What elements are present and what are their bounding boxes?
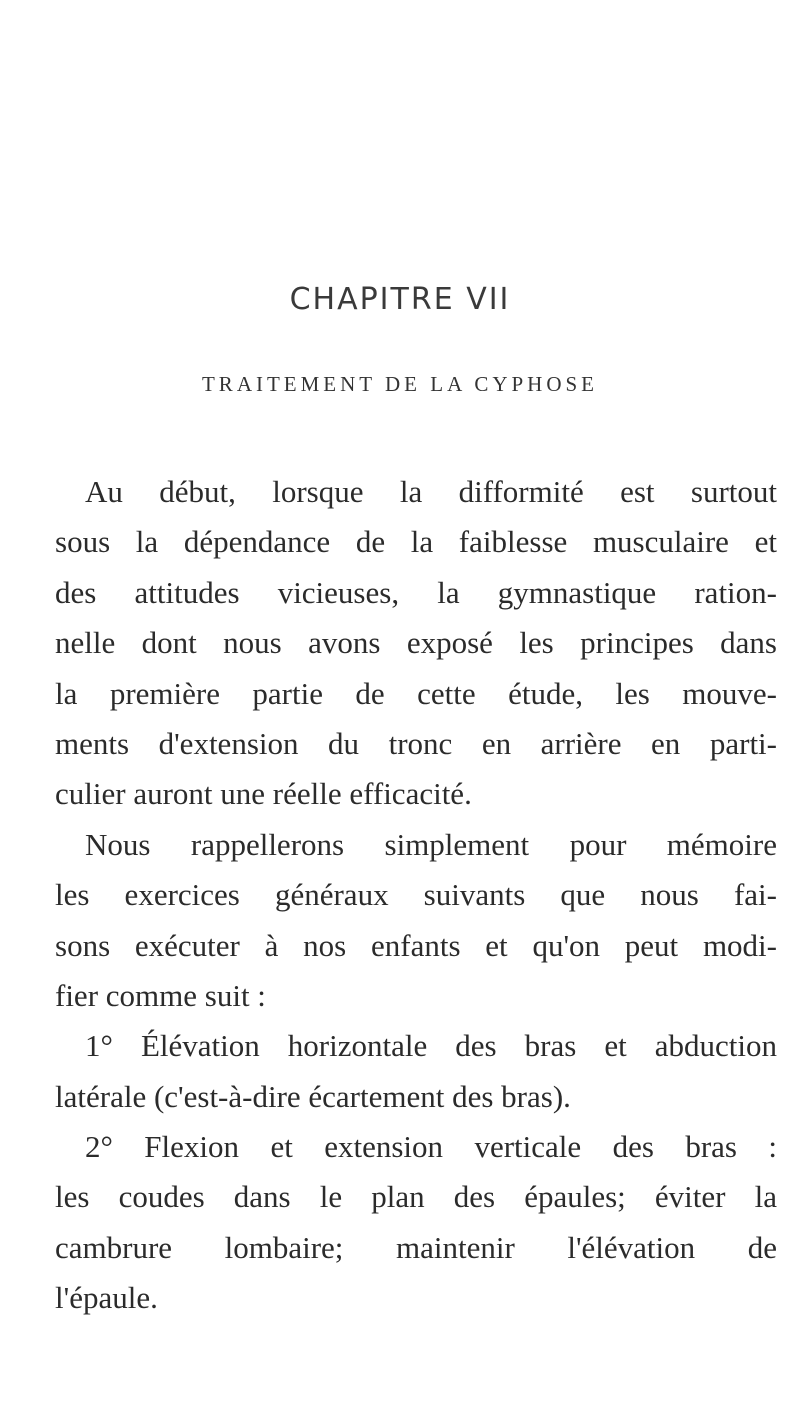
text-line: l'épaule.	[55, 1280, 158, 1316]
text-line: la première partie de cette étude, les mouve-	[55, 675, 777, 711]
text-line: Nous rappellerons simplement pour mémoire	[85, 826, 777, 862]
text-line: culier auront une réelle efficacité.	[55, 776, 472, 812]
text-line: 2° Flexion et extension verticale des bras :	[85, 1129, 777, 1165]
text-line: sons exécuter à nos enfants et qu'on peut modi-	[55, 927, 777, 963]
text-line: fier comme suit :	[55, 977, 266, 1013]
text-line: les coudes dans le plan des épaules; éviter la	[55, 1179, 777, 1215]
text-line: sous la dépendance de la faiblesse musculaire et	[55, 524, 777, 560]
section-title: TRAITEMENT DE LA CYPHOSE	[201, 372, 599, 396]
text-line: les exercices généraux suivants que nous fai-	[55, 877, 777, 913]
chapter-title: CHAPITRE VII	[289, 282, 511, 317]
text-line: Au début, lorsque la difformité est surtout	[85, 474, 777, 509]
text-line: des attitudes vicieuses, la gymnastique ration-	[55, 574, 777, 610]
text-line: latérale (c'est-à-dire écartement des bras).	[55, 1078, 571, 1114]
body-text	[55, 467, 777, 1324]
text-line: cambrure lombaire; maintenir l'élévation de	[55, 1229, 777, 1265]
text-line: ments d'extension du tronc en arrière en parti-	[55, 725, 777, 761]
text-line: 1° Élévation horizontale des bras et abduction	[85, 1028, 777, 1064]
text-line: nelle dont nous avons exposé les principes dans	[55, 625, 777, 661]
